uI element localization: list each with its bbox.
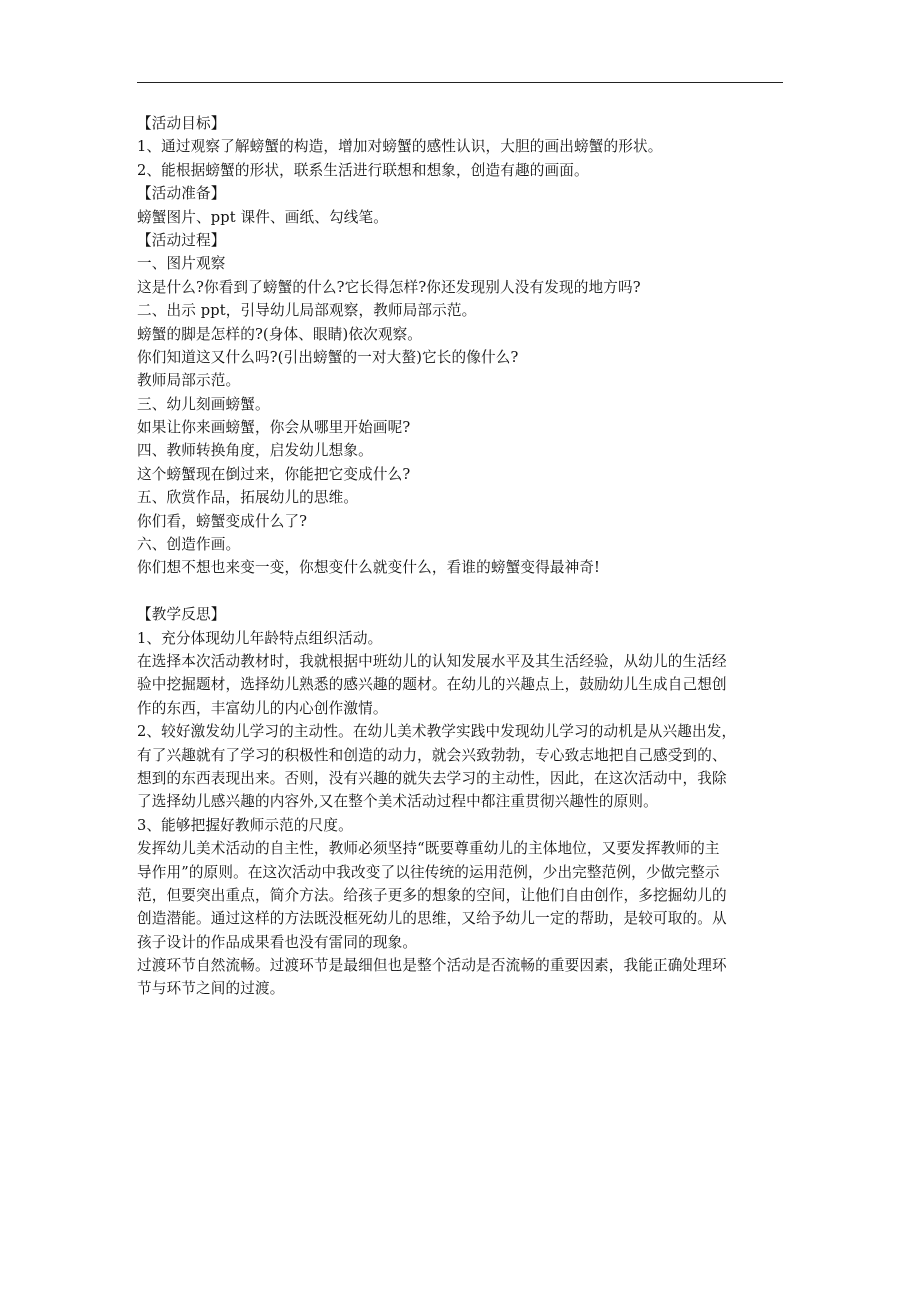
reflection-item-2-line: 想到的东西表现出来。否则，没有兴趣的就失去学习的主动性，因此，在这次活动中，我除 <box>137 769 727 787</box>
reflection-item-1-title: 1、充分体现幼儿年龄特点组织活动。 <box>137 629 383 647</box>
process-heading: 【活动过程】 <box>137 231 226 249</box>
goal-item-2: 2、能根据螃蟹的形状，联系生活进行联想和想象，创造有趣的画面。 <box>137 161 589 179</box>
reflection-item-1-line: 作的东西，丰富幼儿的内心创作激情。 <box>137 699 388 717</box>
process-line: 四、教师转换角度，启发幼儿想象。 <box>137 442 373 460</box>
process-line: 你们看，螃蟹变成什么了? <box>137 512 308 530</box>
document-body <box>137 112 787 1001</box>
prep-text: 螃蟹图片、ppt 课件、画纸、勾线笔。 <box>137 208 388 226</box>
reflection-item-1-line: 验中挖掘题材，选择幼儿熟悉的感兴趣的题材。在幼儿的兴趣点上，鼓励幼儿生成自己想创 <box>137 676 727 694</box>
reflection-item-2-line: 有了兴趣就有了学习的积极性和创造的动力，就会兴致勃勃，专心致志地把自己感受到的、 <box>137 746 727 764</box>
process-line: 你们想不想也来变一变，你想变什么就变什么，看谁的螃蟹变得最神奇! <box>137 559 601 577</box>
goal-item-1: 1、通过观察了解螃蟹的构造，增加对螃蟹的感性认识，大胆的画出螃蟹的形状。 <box>137 138 663 156</box>
reflection-item-3-line: 导作用”的原则。在这次活动中我改变了以往传统的运用范例，少出完整范例，少做完整示 <box>137 863 720 881</box>
reflection-item-2-line: 了选择幼儿感兴趣的内容外,又在整个美术活动过程中都注重贯彻兴趣性的原则。 <box>137 793 658 811</box>
reflection-item-4-line: 节与环节之间的过渡。 <box>137 980 285 998</box>
process-line: 二、出示 ppt，引导幼儿局部观察，教师局部示范。 <box>137 302 477 320</box>
process-line: 这是什么?你看到了螃蟹的什么?它长得怎样?你还发现别人没有发现的地方吗? <box>137 278 641 296</box>
reflection-item-1-line: 在选择本次活动教材时，我就根据中班幼儿的认知发展水平及其生活经验，从幼儿的生活经 <box>137 652 727 670</box>
process-line: 你们知道这又什么吗?(引出螃蟹的一对大螯)它长的像什么? <box>137 348 519 366</box>
reflection-item-3-line: 创造潜能。通过这样的方法既没框死幼儿的思维，又给予幼儿一定的帮助，是较可取的。从 <box>137 910 727 928</box>
process-line: 三、幼儿刻画螃蟹。 <box>137 395 270 413</box>
process-line: 六、创造作画。 <box>137 536 241 554</box>
reflection-item-3-title: 3、能够把握好教师示范的尺度。 <box>137 816 353 834</box>
process-line: 螃蟹的脚是怎样的?(身体、眼睛)依次观察。 <box>137 325 423 343</box>
process-line: 如果让你来画螃蟹，你会从哪里开始画呢? <box>137 419 411 437</box>
prep-heading: 【活动准备】 <box>137 185 226 203</box>
section-spacer <box>137 580 787 603</box>
reflection-item-3-line: 孩子设计的作品成果看也没有雷同的现象。 <box>137 933 418 951</box>
reflection-item-4-line: 过渡环节自然流畅。过渡环节是最细但也是整个活动是否流畅的重要因素，我能正确处理环 <box>137 957 727 975</box>
reflection-item-2-line: 2、较好激发幼儿学习的主动性。在幼儿美术教学实践中发现幼儿学习的动机是从兴趣出发， <box>137 723 737 741</box>
process-line: 五、欣赏作品，拓展幼儿的思维。 <box>137 489 359 507</box>
reflection-item-3-line: 范，但要突出重点，简介方法。给孩子更多的想象的空间，让他们自由创作，多挖掘幼儿的 <box>137 886 727 904</box>
reflection-heading: 【教学反思】 <box>137 606 226 624</box>
reflection-item-3-line: 发挥幼儿美术活动的自主性，教师必须坚持“既要尊重幼儿的主体地位，又要发挥教师的主 <box>137 840 720 858</box>
process-line: 这个螃蟹现在倒过来，你能把它变成什么? <box>137 465 411 483</box>
process-line: 一、图片观察 <box>137 255 226 273</box>
goals-heading: 【活动目标】 <box>137 115 226 132</box>
process-line: 教师局部示范。 <box>137 372 241 390</box>
header-rule <box>137 82 783 83</box>
